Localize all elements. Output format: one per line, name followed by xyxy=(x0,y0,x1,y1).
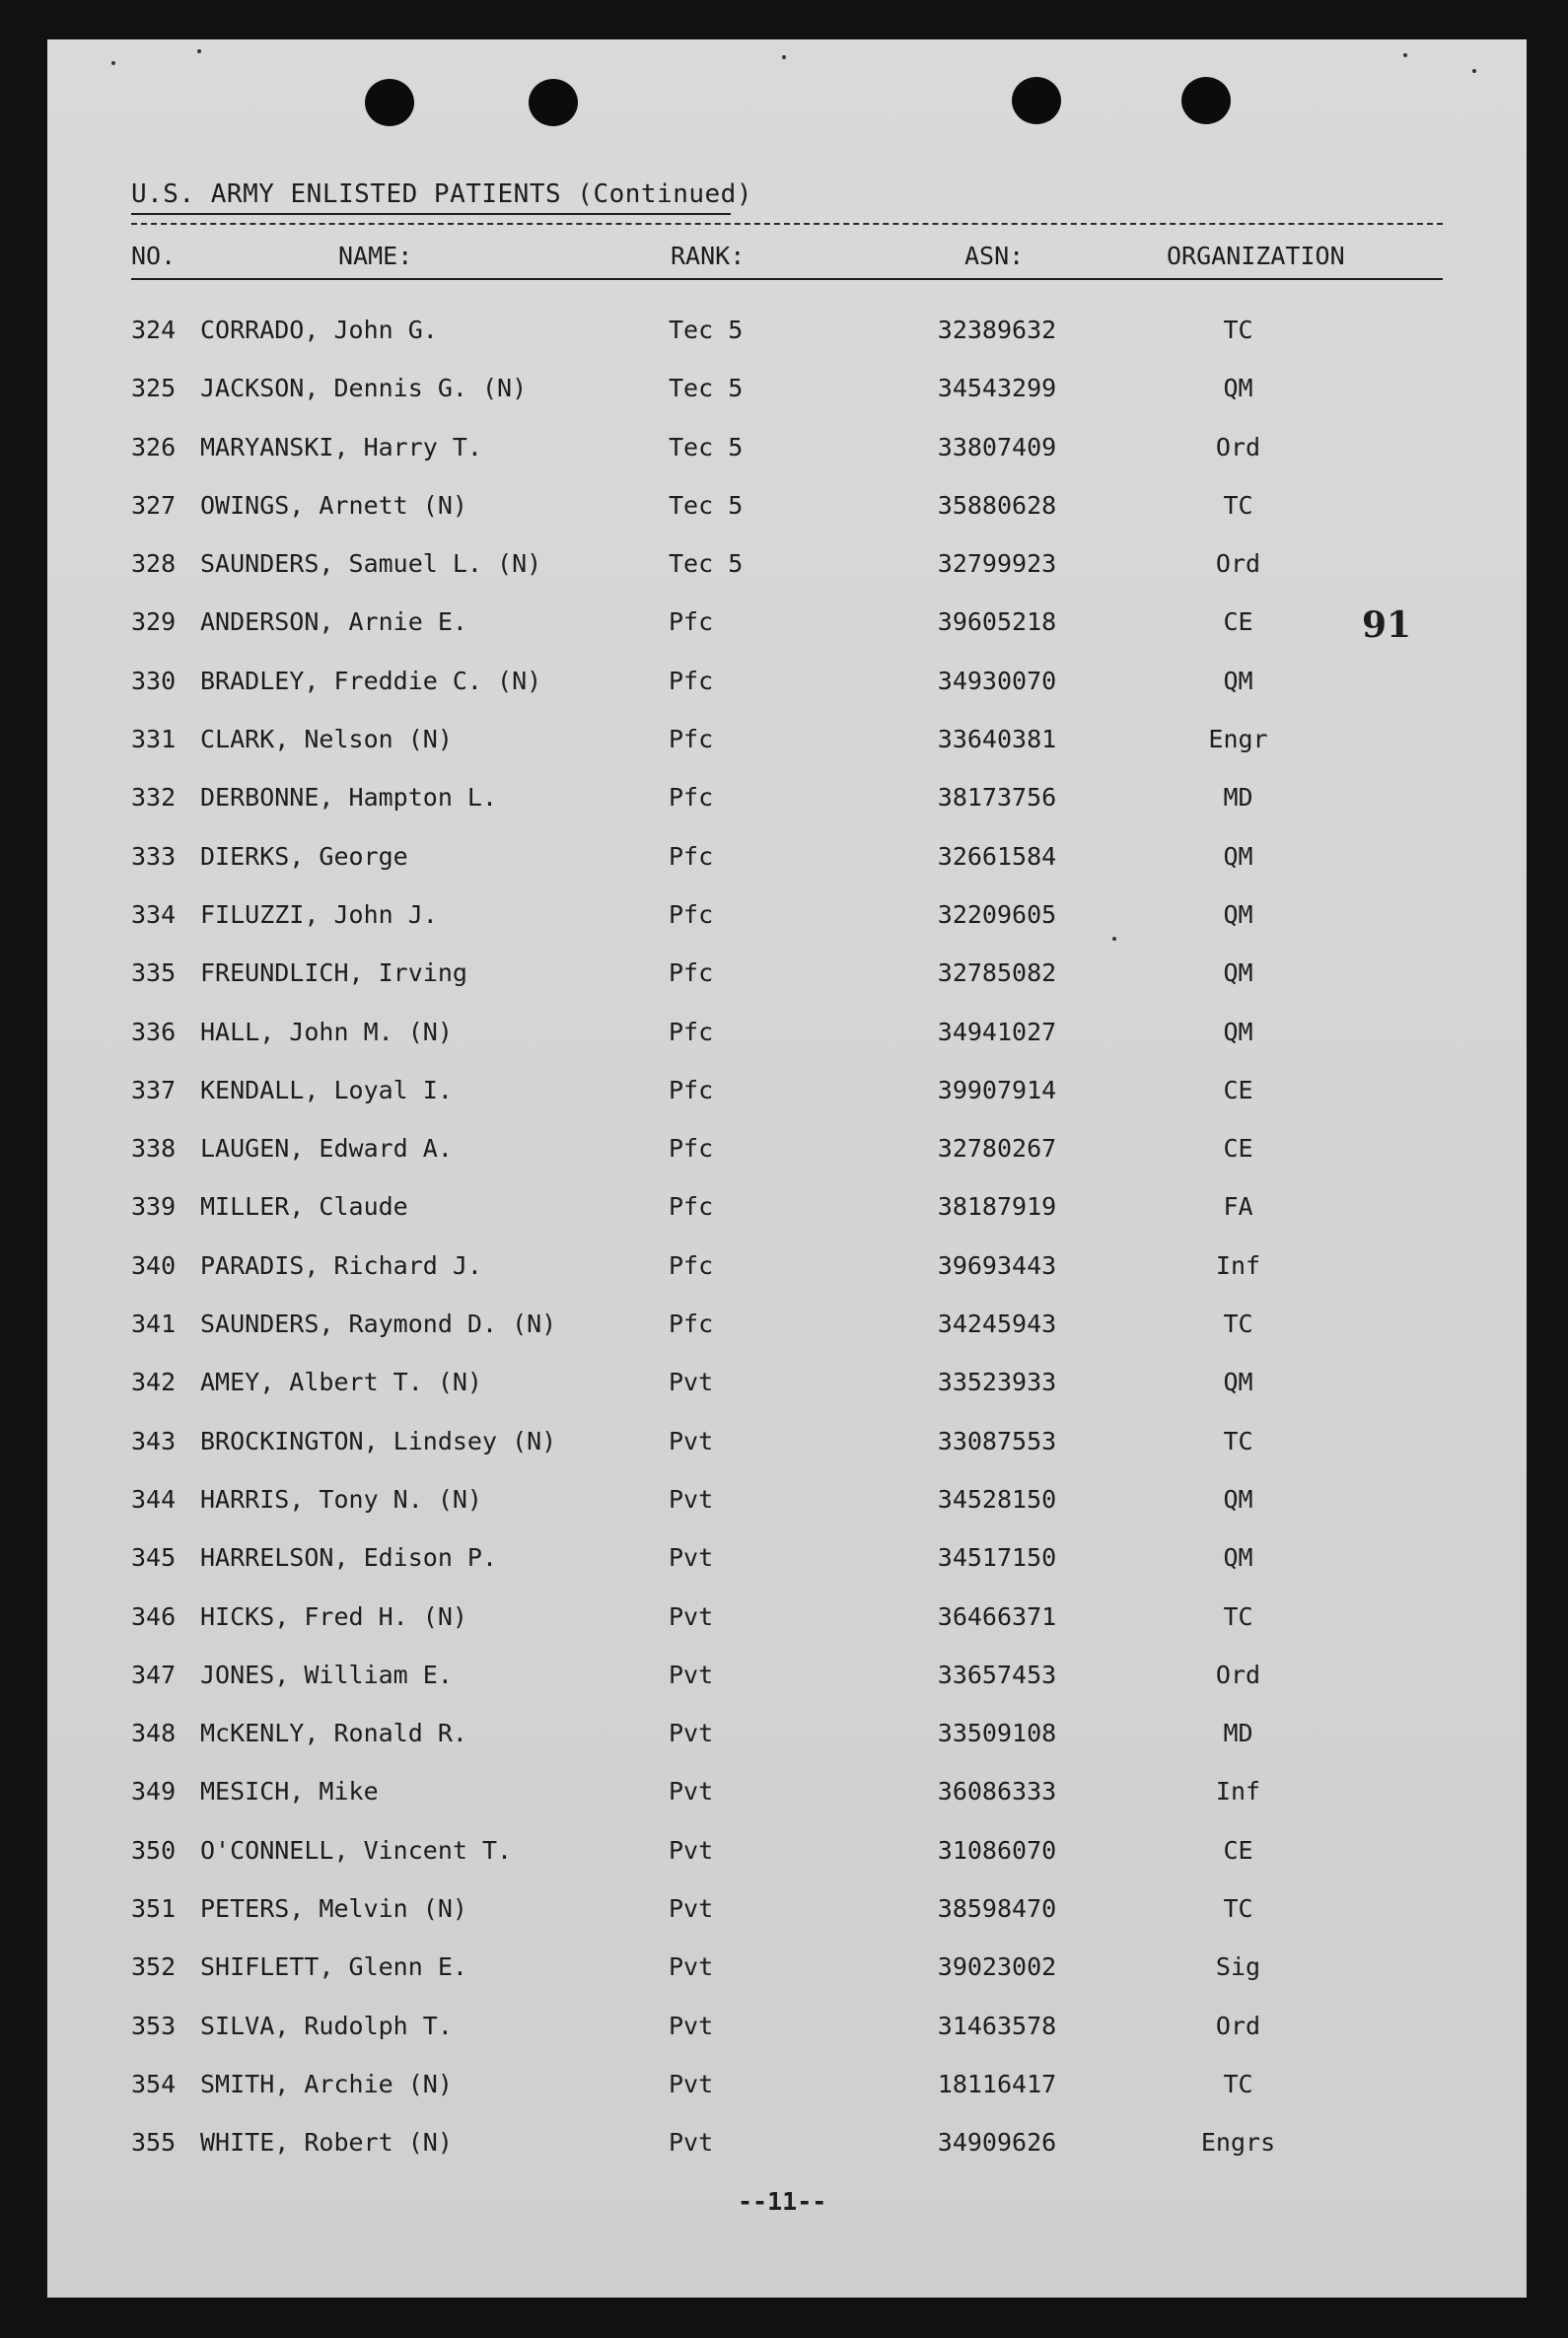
punch-hole xyxy=(1181,77,1231,124)
row-rank: Pfc xyxy=(669,1310,714,1339)
row-rank: Pvt xyxy=(669,1894,714,1924)
row-organization: Ord xyxy=(1215,1660,1261,1689)
row-rank: Pfc xyxy=(669,958,714,988)
row-organization: QM xyxy=(1223,1017,1253,1046)
row-organization: Sig xyxy=(1215,1952,1261,1982)
table-row xyxy=(47,534,1527,593)
row-no: 347 xyxy=(131,1660,177,1689)
header-no: NO. xyxy=(131,242,177,270)
row-organization: TC xyxy=(1223,316,1253,344)
row-name: PETERS, Melvin (N) xyxy=(200,1894,467,1924)
header-name: NAME: xyxy=(338,242,413,270)
row-organization: Ord xyxy=(1215,2011,1261,2040)
row-rank: Pfc xyxy=(669,1075,714,1104)
row-organization: QM xyxy=(1223,958,1253,988)
row-asn: 33523933 xyxy=(937,1368,1057,1397)
table-row xyxy=(47,1470,1527,1528)
row-organization: QM xyxy=(1223,666,1253,695)
table-row xyxy=(47,768,1527,826)
table-row xyxy=(47,359,1527,417)
row-organization: TC xyxy=(1223,1310,1253,1339)
row-no: 342 xyxy=(131,1368,177,1397)
row-rank: Tec 5 xyxy=(669,432,744,461)
row-rank: Pfc xyxy=(669,1192,714,1222)
row-rank: Pvt xyxy=(669,1777,714,1807)
table-row xyxy=(47,1821,1527,1879)
row-asn: 39693443 xyxy=(937,1250,1057,1280)
table-row xyxy=(47,1177,1527,1236)
row-rank: Pfc xyxy=(669,1017,714,1046)
table-row xyxy=(47,1528,1527,1587)
row-rank: Pvt xyxy=(669,1835,714,1865)
row-name: CORRADO, John G. xyxy=(200,316,438,344)
row-name: HICKS, Fred H. (N) xyxy=(200,1601,467,1631)
row-name: HARRELSON, Edison P. xyxy=(200,1543,498,1573)
row-asn: 36086333 xyxy=(937,1777,1057,1807)
row-organization: QM xyxy=(1223,841,1253,871)
row-name: KENDALL, Loyal I. xyxy=(200,1075,453,1104)
row-organization: QM xyxy=(1223,374,1253,403)
header-rank: RANK: xyxy=(671,242,746,270)
row-name: SHIFLETT, Glenn E. xyxy=(200,1952,467,1982)
row-rank: Pvt xyxy=(669,2011,714,2040)
row-asn: 34517150 xyxy=(937,1543,1057,1573)
table-row xyxy=(47,1997,1527,2055)
row-rank: Pfc xyxy=(669,783,714,813)
row-asn: 32780267 xyxy=(937,1134,1057,1164)
row-asn: 31086070 xyxy=(937,1835,1057,1865)
table-row xyxy=(47,2055,1527,2113)
row-no: 324 xyxy=(131,316,177,344)
row-no: 338 xyxy=(131,1134,177,1164)
row-name: HALL, John M. (N) xyxy=(200,1017,453,1046)
row-asn: 33657453 xyxy=(937,1660,1057,1689)
row-name: LAUGEN, Edward A. xyxy=(200,1134,453,1164)
row-no: 341 xyxy=(131,1310,177,1339)
table-row xyxy=(47,1061,1527,1119)
row-organization: CE xyxy=(1223,1075,1253,1104)
table-row xyxy=(47,652,1527,710)
row-no: 353 xyxy=(131,2011,177,2040)
table-row xyxy=(47,1295,1527,1353)
row-organization: Inf xyxy=(1215,1777,1261,1807)
row-no: 343 xyxy=(131,1426,177,1455)
row-asn: 39907914 xyxy=(937,1075,1057,1104)
row-no: 333 xyxy=(131,841,177,871)
row-name: FREUNDLICH, Irving xyxy=(200,958,467,988)
table-row xyxy=(47,944,1527,1002)
punch-hole xyxy=(1012,77,1061,124)
header-organization: ORGANIZATION xyxy=(1167,242,1345,270)
table-row xyxy=(47,1412,1527,1470)
paper-speck xyxy=(1403,53,1407,57)
table-row xyxy=(47,1237,1527,1295)
row-no: 354 xyxy=(131,2069,177,2098)
table-row xyxy=(47,1938,1527,1996)
row-organization: Ord xyxy=(1215,549,1261,579)
row-rank: Tec 5 xyxy=(669,316,744,344)
row-asn: 33807409 xyxy=(937,432,1057,461)
table-header xyxy=(47,242,1527,275)
row-organization: FA xyxy=(1223,1192,1253,1222)
row-name: MILLER, Claude xyxy=(200,1192,408,1222)
row-name: JONES, William E. xyxy=(200,1660,453,1689)
table-row xyxy=(47,1003,1527,1061)
paper-speck xyxy=(1472,69,1476,73)
row-rank: Pvt xyxy=(669,1368,714,1397)
row-rank: Pfc xyxy=(669,607,714,637)
row-name: WHITE, Robert (N) xyxy=(200,2128,453,2158)
row-asn: 18116417 xyxy=(937,2069,1057,2098)
table-row xyxy=(47,593,1527,651)
row-organization: QM xyxy=(1223,899,1253,929)
row-rank: Pvt xyxy=(669,1426,714,1455)
row-rank: Pfc xyxy=(669,1134,714,1164)
table-row xyxy=(47,710,1527,768)
row-name: PARADIS, Richard J. xyxy=(200,1250,482,1280)
row-name: BROCKINGTON, Lindsey (N) xyxy=(200,1426,557,1455)
row-rank: Tec 5 xyxy=(669,490,744,520)
row-name: HARRIS, Tony N. (N) xyxy=(200,1484,482,1514)
patient-table-body xyxy=(47,301,1527,2172)
row-no: 336 xyxy=(131,1017,177,1046)
row-organization: Ord xyxy=(1215,432,1261,461)
row-rank: Pvt xyxy=(669,2069,714,2098)
row-asn: 36466371 xyxy=(937,1601,1057,1631)
row-asn: 32785082 xyxy=(937,958,1057,988)
document-title: U.S. ARMY ENLISTED PATIENTS (Continued) xyxy=(131,179,752,209)
row-name: SMITH, Archie (N) xyxy=(200,2069,453,2098)
row-organization: TC xyxy=(1223,1601,1253,1631)
row-asn: 32799923 xyxy=(937,549,1057,579)
row-rank: Pvt xyxy=(669,1719,714,1748)
row-no: 331 xyxy=(131,725,177,754)
row-organization: Engr xyxy=(1208,725,1268,754)
header-asn: ASN: xyxy=(964,242,1025,270)
row-asn: 34941027 xyxy=(937,1017,1057,1046)
row-organization: MD xyxy=(1223,783,1253,813)
row-no: 325 xyxy=(131,374,177,403)
row-asn: 31463578 xyxy=(937,2011,1057,2040)
row-organization: TC xyxy=(1223,1426,1253,1455)
row-asn: 39023002 xyxy=(937,1952,1057,1982)
row-no: 349 xyxy=(131,1777,177,1807)
row-asn: 34245943 xyxy=(937,1310,1057,1339)
table-row xyxy=(47,1879,1527,1938)
row-rank: Pvt xyxy=(669,1601,714,1631)
row-asn: 34543299 xyxy=(937,374,1057,403)
row-asn: 33640381 xyxy=(937,725,1057,754)
row-no: 326 xyxy=(131,432,177,461)
row-asn: 34909626 xyxy=(937,2128,1057,2158)
row-organization: QM xyxy=(1223,1368,1253,1397)
row-no: 330 xyxy=(131,666,177,695)
row-asn: 38598470 xyxy=(937,1894,1057,1924)
table-row xyxy=(47,1762,1527,1820)
dashed-divider xyxy=(131,223,1443,225)
table-row xyxy=(47,827,1527,886)
punch-hole xyxy=(365,79,414,126)
paper-speck xyxy=(111,61,115,65)
row-organization: CE xyxy=(1223,1134,1253,1164)
row-name: MARYANSKI, Harry T. xyxy=(200,432,482,461)
row-name: MESICH, Mike xyxy=(200,1777,379,1807)
row-no: 345 xyxy=(131,1543,177,1573)
row-no: 351 xyxy=(131,1894,177,1924)
row-asn: 32389632 xyxy=(937,316,1057,344)
row-organization: Engrs xyxy=(1200,2128,1276,2158)
row-no: 335 xyxy=(131,958,177,988)
row-rank: Pvt xyxy=(669,1660,714,1689)
table-row xyxy=(47,886,1527,944)
row-no: 355 xyxy=(131,2128,177,2158)
row-asn: 32209605 xyxy=(937,899,1057,929)
header-rule xyxy=(131,278,1443,280)
row-asn: 38173756 xyxy=(937,783,1057,813)
row-no: 327 xyxy=(131,490,177,520)
row-asn: 35880628 xyxy=(937,490,1057,520)
row-rank: Pfc xyxy=(669,725,714,754)
row-name: FILUZZI, John J. xyxy=(200,899,438,929)
row-no: 346 xyxy=(131,1601,177,1631)
table-row xyxy=(47,2113,1527,2171)
row-organization: TC xyxy=(1223,2069,1253,2098)
row-rank: Pfc xyxy=(669,841,714,871)
row-asn: 32661584 xyxy=(937,841,1057,871)
row-name: CLARK, Nelson (N) xyxy=(200,725,453,754)
row-asn: 34930070 xyxy=(937,666,1057,695)
table-row xyxy=(47,1353,1527,1411)
row-organization: QM xyxy=(1223,1484,1253,1514)
row-no: 332 xyxy=(131,783,177,813)
table-row xyxy=(47,476,1527,534)
row-name: ANDERSON, Arnie E. xyxy=(200,607,467,637)
row-asn: 38187919 xyxy=(937,1192,1057,1222)
row-rank: Pfc xyxy=(669,666,714,695)
row-no: 334 xyxy=(131,899,177,929)
row-no: 344 xyxy=(131,1484,177,1514)
row-no: 348 xyxy=(131,1719,177,1748)
paper-speck xyxy=(782,55,786,59)
row-no: 340 xyxy=(131,1250,177,1280)
table-row xyxy=(47,1588,1527,1646)
row-name: O'CONNELL, Vincent T. xyxy=(200,1835,513,1865)
document-page xyxy=(47,39,1527,2298)
row-no: 352 xyxy=(131,1952,177,1982)
row-organization: CE xyxy=(1223,607,1253,637)
row-organization: TC xyxy=(1223,490,1253,520)
page-footer: --11-- xyxy=(738,2187,827,2216)
row-name: DERBONNE, Hampton L. xyxy=(200,783,498,813)
table-row xyxy=(47,301,1527,359)
row-organization: MD xyxy=(1223,1719,1253,1748)
row-no: 328 xyxy=(131,549,177,579)
row-no: 337 xyxy=(131,1075,177,1104)
row-name: McKENLY, Ronald R. xyxy=(200,1719,467,1748)
row-organization: QM xyxy=(1223,1543,1253,1573)
table-row xyxy=(47,1704,1527,1762)
row-no: 350 xyxy=(131,1835,177,1865)
row-name: BRADLEY, Freddie C. (N) xyxy=(200,666,542,695)
row-name: JACKSON, Dennis G. (N) xyxy=(200,374,528,403)
row-organization: TC xyxy=(1223,1894,1253,1924)
row-rank: Pvt xyxy=(669,1952,714,1982)
row-name: SAUNDERS, Raymond D. (N) xyxy=(200,1310,557,1339)
row-name: AMEY, Albert T. (N) xyxy=(200,1368,482,1397)
row-asn: 39605218 xyxy=(937,607,1057,637)
row-name: OWINGS, Arnett (N) xyxy=(200,490,467,520)
row-organization: CE xyxy=(1223,1835,1253,1865)
punch-hole xyxy=(529,79,578,126)
row-no: 329 xyxy=(131,607,177,637)
row-rank: Pvt xyxy=(669,1543,714,1573)
row-rank: Tec 5 xyxy=(669,374,744,403)
table-row xyxy=(47,1646,1527,1704)
row-asn: 33087553 xyxy=(937,1426,1057,1455)
row-rank: Pfc xyxy=(669,1250,714,1280)
row-organization: Inf xyxy=(1215,1250,1261,1280)
row-name: SILVA, Rudolph T. xyxy=(200,2011,453,2040)
row-rank: Pfc xyxy=(669,899,714,929)
row-asn: 33509108 xyxy=(937,1719,1057,1748)
row-name: SAUNDERS, Samuel L. (N) xyxy=(200,549,542,579)
row-rank: Pvt xyxy=(669,1484,714,1514)
table-row xyxy=(47,1119,1527,1177)
table-row xyxy=(47,418,1527,476)
title-underline xyxy=(131,213,731,215)
row-name: DIERKS, George xyxy=(200,841,408,871)
row-asn: 34528150 xyxy=(937,1484,1057,1514)
paper-speck xyxy=(197,49,201,53)
page-stamp: 91 xyxy=(1362,604,1412,646)
row-rank: Pvt xyxy=(669,2128,714,2158)
row-rank: Tec 5 xyxy=(669,549,744,579)
row-no: 339 xyxy=(131,1192,177,1222)
